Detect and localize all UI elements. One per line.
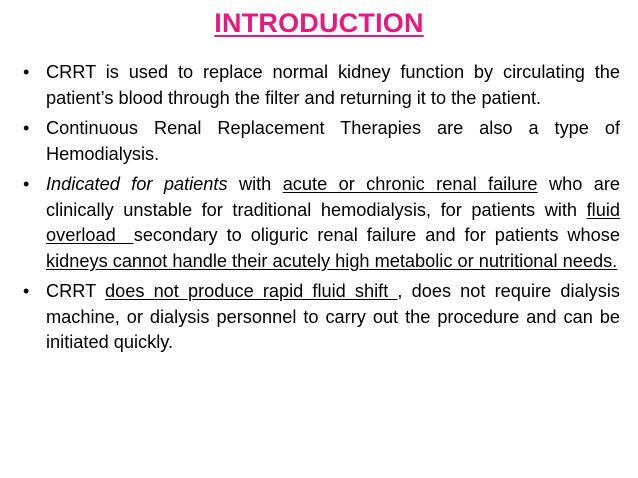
slide-title: INTRODUCTION [214,8,424,38]
bullet-item-crrt-advantages [20,279,620,356]
bullet-text: , does not require dialysis machine, or dialysis personnel to carry out the procedure and can be initiated quickly. [46,281,620,352]
bullet-dot-icon: • [23,174,30,194]
rapid-fluid-shift-underlined: does not produce rapid fluid shift [105,281,389,301]
bullet-item-hemodialysis-type [20,116,620,167]
bullet-text: who are clinically unstable for traditional hemodialysis, for patients with [46,174,620,220]
renal-failure-underlined: acute or chronic renal failure [282,174,538,194]
bullet-dot-icon: • [23,118,30,138]
bullet-text: CRRT [46,281,105,301]
bullet-dot-icon: • [23,62,30,82]
metabolic-needs-underlined: kidneys cannot handle their acutely high metabolic or nutritional needs. [46,250,618,271]
bullet-text: secondary to oliguric renal failure and for patients whose [133,225,620,245]
fluid-overload-underlined: fluid overload [46,199,620,245]
bullet-text: with [227,174,283,194]
bullet-item-indications [20,172,620,274]
bullet-text: Continuous Renal Replacement Therapies are also a type of Hemodialysis. [46,118,620,164]
bullet-text: CRRT is used to replace normal kidney function by circulating the patient’s blood through the filter and returning it to the patient. [46,62,620,108]
indication-italic-text: Indicated for patients [46,174,228,194]
bullet-item-crrt-function [20,60,620,111]
underline-gap [116,225,134,245]
bullet-list [20,60,620,361]
bullet-dot-icon: • [23,281,30,301]
